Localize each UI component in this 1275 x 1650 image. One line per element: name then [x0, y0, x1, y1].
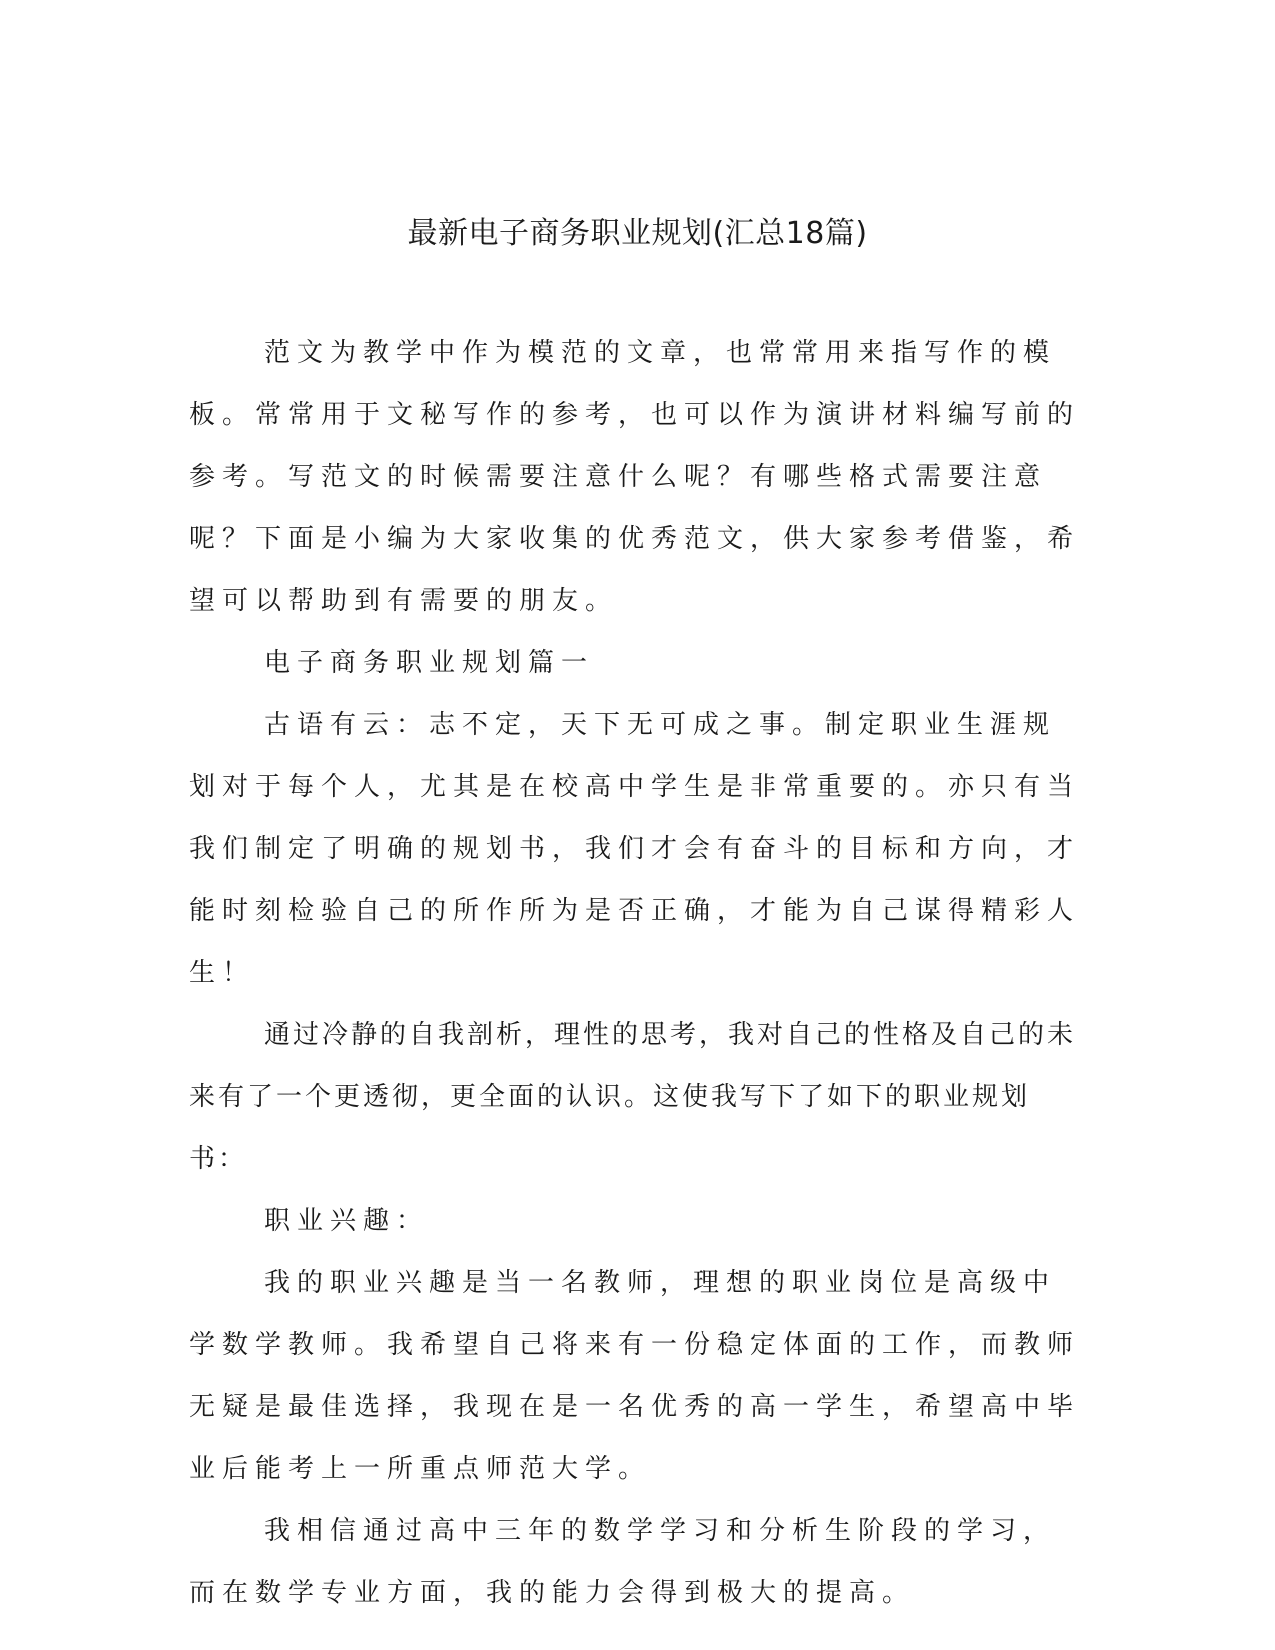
- section-heading: 电子商务职业规划篇一: [264, 648, 595, 678]
- subheading-career-interest: 职业兴趣：: [264, 1206, 430, 1236]
- paragraph-intro: 范文为教学中作为模范的文章，也常常用来指写作的模板。常常用于文秘写作的参考，也可以作为演讲材料编写前的参考。写范文的时候需要注意什么呢？有哪些格式需要注意呢？下面是小编为大家收集的优秀范文，供大家参考借鉴，希望可以帮助到有需要的朋友。: [189, 338, 1081, 616]
- paragraph-self-analysis: 通过冷静的自我剖析，理性的思考，我对自己的性格及自己的未来有了一个更透彻，更全面的认识。这使我写下了如下的职业规划书：: [189, 1020, 1077, 1174]
- paragraph-career-interest: 我的职业兴趣是当一名教师，理想的职业岗位是高级中学数学教师。我希望自己将来有一份稳定体面的工作，而教师无疑是最佳选择，我现在是一名优秀的高一学生，希望高中毕业后能考上一所重点师范大学。: [189, 1268, 1081, 1484]
- document-title: 最新电子商务职业规划(汇总18篇): [407, 216, 868, 251]
- document-body: [189, 322, 1080, 1624]
- paragraph-quote: 古语有云：志不定，天下无可成之事。制定职业生涯规划对于每个人，尤其是在校高中学生是非常重要的。亦只有当我们制定了明确的规划书，我们才会有奋斗的目标和方向，才能时刻检验自己的所作所为是否正确，才能为自己谋得精彩人生！: [189, 710, 1081, 988]
- paragraph-math-study: 我相信通过高中三年的数学学习和分析生阶段的学习，而在数学专业方面，我的能力会得到极大的提高。: [189, 1516, 1057, 1608]
